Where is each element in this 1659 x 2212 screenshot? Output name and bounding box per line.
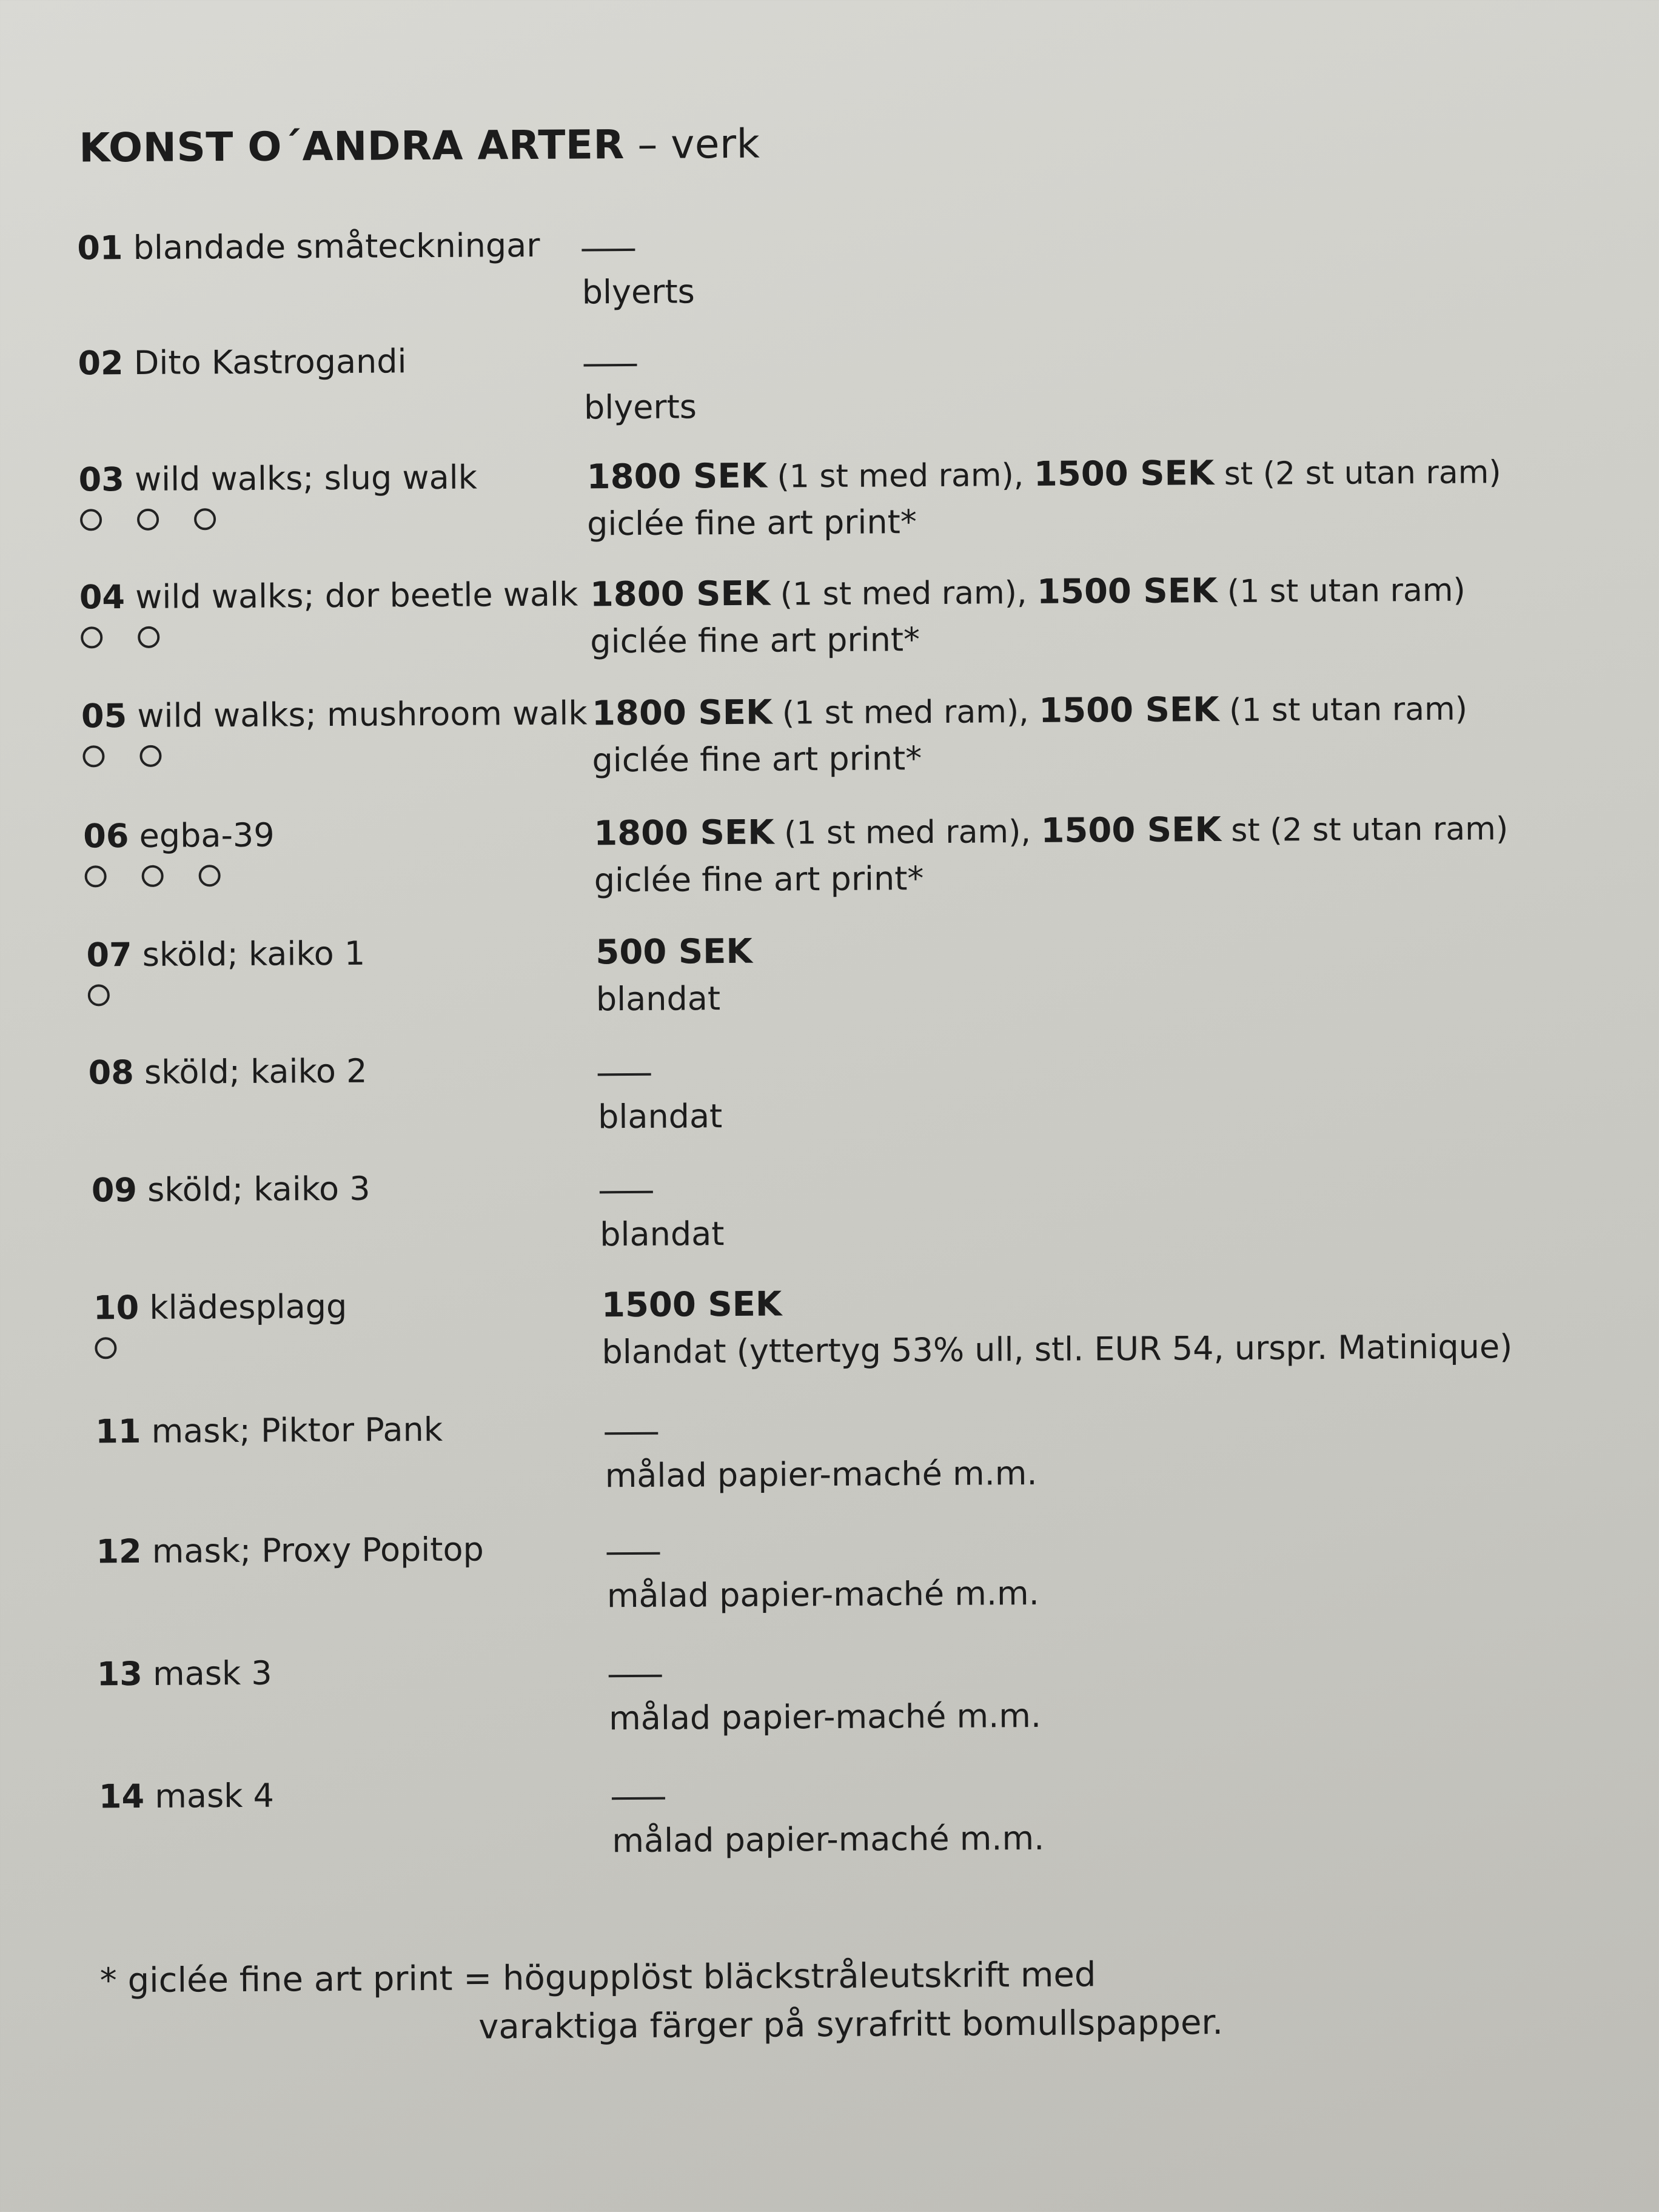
no-price-dash xyxy=(609,1675,662,1678)
work-title xyxy=(92,1170,370,1210)
work-price xyxy=(602,1284,782,1325)
availability-circles xyxy=(95,1337,116,1359)
work-row xyxy=(4,1646,1659,1771)
work-material: blyerts xyxy=(583,387,697,427)
price-amount: 500 SEK xyxy=(595,931,753,973)
work-title xyxy=(77,226,540,267)
work-name: blandade småteckningar xyxy=(133,226,540,267)
work-number: 02 xyxy=(78,344,124,383)
work-material: målad papier-maché m.m. xyxy=(608,1696,1042,1738)
work-name: wild walks; slug walk xyxy=(134,458,478,498)
work-number: 03 xyxy=(78,460,125,499)
availability-circles xyxy=(88,984,110,1006)
work-title xyxy=(93,1287,347,1327)
work-material: giclée fine art print* xyxy=(586,503,917,543)
work-row xyxy=(0,335,1655,460)
work-row xyxy=(0,569,1657,694)
work-row xyxy=(2,1523,1659,1649)
price-amount: 1800 SEK xyxy=(589,574,771,615)
work-row xyxy=(2,1403,1659,1529)
work-price xyxy=(592,689,1467,734)
price-amount: 1800 SEK xyxy=(591,692,773,734)
work-material: blandat xyxy=(600,1215,725,1254)
work-title xyxy=(88,1052,367,1092)
work-number: 10 xyxy=(93,1288,139,1327)
work-price xyxy=(595,932,752,973)
circle-icon xyxy=(138,626,159,648)
work-name: sköld; kaiko 3 xyxy=(147,1169,370,1209)
work-material: målad papier-maché m.m. xyxy=(612,1818,1045,1860)
work-title xyxy=(78,342,406,382)
work-name: sköld; kaiko 2 xyxy=(144,1051,367,1091)
no-price-dash xyxy=(598,1073,651,1076)
price-note: (1 st med ram), xyxy=(774,813,1041,852)
work-title xyxy=(95,1410,443,1450)
work-number: 05 xyxy=(81,697,127,736)
price-note: (1 st med ram), xyxy=(772,693,1039,732)
work-material: giclée fine art print* xyxy=(594,859,924,900)
work-material: målad papier-maché m.m. xyxy=(606,1574,1039,1615)
work-material: blandat xyxy=(595,979,721,1019)
price-note: (1 st med ram), xyxy=(770,574,1037,613)
no-price-dash xyxy=(600,1191,653,1194)
work-name: mask 3 xyxy=(152,1654,272,1693)
price-note: (1 st med ram), xyxy=(766,457,1034,495)
work-row xyxy=(1,1162,1659,1287)
no-price-dash xyxy=(584,364,637,367)
circle-icon xyxy=(194,508,216,530)
work-row xyxy=(0,927,1658,1052)
availability-circles xyxy=(85,865,221,887)
price-amount: 1500 SEK xyxy=(601,1284,782,1326)
work-name: mask; Piktor Pank xyxy=(151,1410,443,1450)
no-price-dash xyxy=(612,1797,665,1800)
circle-icon xyxy=(142,865,164,887)
work-name: wild walks; dor beetle walk xyxy=(135,575,578,616)
work-row xyxy=(0,451,1656,577)
work-name: egba-39 xyxy=(139,816,275,855)
work-title xyxy=(83,816,275,856)
availability-circles xyxy=(80,508,216,531)
work-title xyxy=(99,1777,274,1816)
price-amount: 1800 SEK xyxy=(586,456,768,497)
work-row xyxy=(1,1279,1659,1405)
footnote-line-1: * giclée fine art print = högupplöst bläckstråleutskrift med xyxy=(99,1955,1096,2001)
work-number: 12 xyxy=(96,1532,142,1571)
circle-icon xyxy=(81,626,102,648)
work-material: målad papier-maché m.m. xyxy=(605,1453,1037,1495)
work-price xyxy=(586,452,1501,497)
price-amount: 1500 SEK xyxy=(1033,454,1215,494)
work-name: mask 4 xyxy=(155,1776,275,1815)
circle-icon xyxy=(82,745,104,767)
title-main: KONST O´ANDRA ARTER xyxy=(79,121,625,172)
work-title xyxy=(78,458,477,499)
work-title xyxy=(96,1530,484,1570)
work-number: 06 xyxy=(83,817,129,856)
work-name: sköld; kaiko 1 xyxy=(142,934,366,974)
work-number: 11 xyxy=(95,1412,141,1451)
work-name: Dito Kastrogandi xyxy=(133,342,407,382)
work-number: 13 xyxy=(96,1654,143,1694)
work-name: mask; Proxy Popitop xyxy=(152,1530,484,1570)
circle-icon xyxy=(137,509,159,531)
availability-circles xyxy=(82,745,161,768)
circle-icon xyxy=(85,865,107,887)
work-material: blandat xyxy=(597,1097,723,1136)
work-title xyxy=(79,575,578,617)
work-number: 09 xyxy=(91,1170,138,1210)
price-amount: 1500 SEK xyxy=(1036,571,1218,612)
availability-circles xyxy=(81,626,159,649)
footnote xyxy=(100,1950,1224,2054)
price-amount: 1500 SEK xyxy=(1041,810,1221,851)
work-number: 08 xyxy=(88,1053,134,1092)
work-number: 01 xyxy=(77,229,123,267)
price-amount: 1500 SEK xyxy=(1039,690,1219,731)
work-title xyxy=(97,1654,272,1694)
footnote-line-2: varaktiga färger på syrafritt bomullspapper. xyxy=(478,2003,1224,2047)
no-price-dash xyxy=(606,1552,660,1555)
no-price-dash xyxy=(605,1432,658,1435)
circle-icon xyxy=(139,745,161,767)
circle-icon xyxy=(199,865,221,886)
work-material: blyerts xyxy=(581,272,695,312)
page-title xyxy=(79,121,760,172)
work-price xyxy=(594,808,1508,853)
work-row xyxy=(4,1768,1659,1894)
price-note: st (2 st utan ram) xyxy=(1214,454,1501,493)
work-price xyxy=(590,570,1466,615)
work-name: klädesplagg xyxy=(149,1287,347,1327)
price-note: (1 st utan ram) xyxy=(1217,572,1466,611)
work-title xyxy=(86,934,365,974)
no-price-dash xyxy=(581,249,635,252)
work-name: wild walks; mushroom walk xyxy=(137,694,588,735)
work-row xyxy=(0,1044,1659,1170)
title-sub: – verk xyxy=(637,120,760,168)
work-material: giclée fine art print* xyxy=(592,739,922,780)
price-note: (1 st utan ram) xyxy=(1219,691,1468,729)
work-number: 07 xyxy=(86,936,132,974)
work-row xyxy=(0,688,1657,813)
work-title xyxy=(81,694,588,735)
work-material: giclée fine art print* xyxy=(590,620,920,661)
circle-icon xyxy=(88,984,110,1006)
price-note: st (2 st utan ram) xyxy=(1221,811,1509,850)
work-number: 04 xyxy=(79,578,126,617)
work-row xyxy=(0,220,1654,345)
circle-icon xyxy=(95,1337,116,1359)
work-material: blandat (yttertyg 53% ull, stl. EUR 54, urspr. Matinique) xyxy=(602,1327,1513,1372)
work-number: 14 xyxy=(98,1777,145,1816)
circle-icon xyxy=(80,509,102,531)
price-amount: 1800 SEK xyxy=(594,813,774,854)
work-row xyxy=(0,808,1658,933)
